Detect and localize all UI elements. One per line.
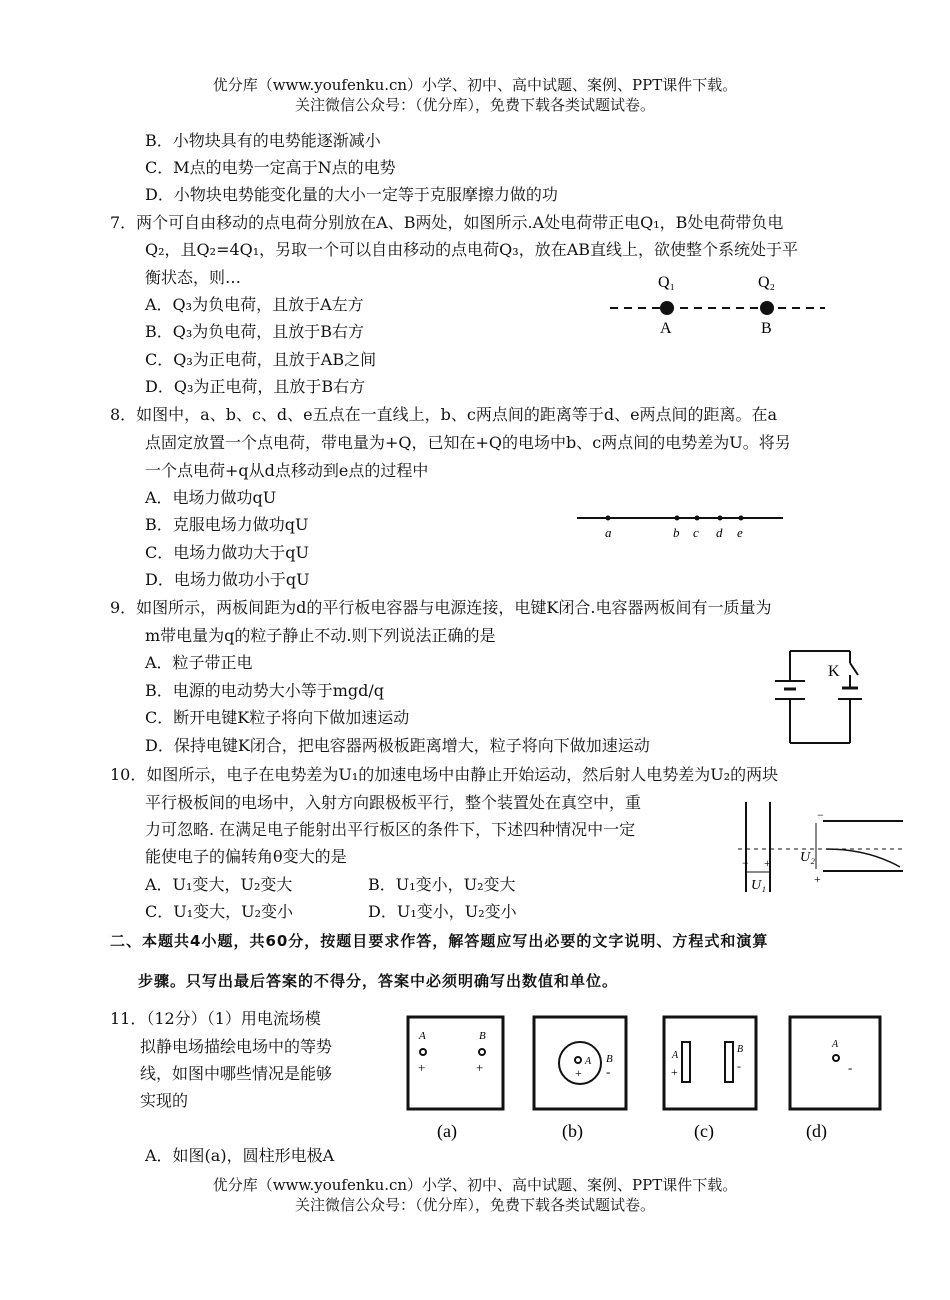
q8-stem-3: 一个点电荷+q从d点移动到e点的过程中 [145,461,429,480]
q7-charge-figure [600,268,830,343]
q9-circuit-figure [770,643,870,748]
svg-text:A: A [672,1050,679,1061]
svg-text:+: + [814,872,821,886]
q8-point-a: a [605,525,612,540]
svg-text:−: − [817,808,824,822]
q9-option-c: C．断开电键K粒子将向下做加速运动 [145,708,410,727]
q10-stem-2: 平行极板间的电场中，入射方向跟极板平行，整个装置处在真空中，重 [145,793,642,812]
header-line-1: 优分库（www.youfenku.cn）小学、初中、高中试题、案例、PPT课件下载。 [212,76,738,94]
svg-text:A: A [832,1039,839,1050]
footer-line-1: 优分库（www.youfenku.cn）小学、初中、高中试题、案例、PPT课件下载。 [212,1176,738,1194]
q7-option-b: B．Q₃为负电荷，且放于B右方 [145,322,365,341]
svg-text:+: + [764,856,771,870]
section-2-line-1: 二、本题共4小题，共60分，按题目要求作答，解答题应写出必要的文字说明、方程式和演算 [110,932,769,950]
q9-option-d: D．保持电键K闭合，把电容器两极板距离增大，粒子将向下做加速运动 [145,736,650,755]
q9-option-a: A．粒子带正电 [145,653,253,672]
q7-stem-2: Q₂，且Q₂=4Q₁，另取一个可以自由移动的点电荷Q₃，放在AB直线上，欲使整个系统处于平 [145,240,799,259]
q11-line-3: 线，如图中哪些情况是能够 [140,1064,333,1083]
q11-line-2: 拟静电场描绘电场中的等势 [140,1037,333,1056]
q10-option-b: B．U₁变小，U₂变大 [368,875,516,894]
q9-label-k: K [828,663,840,680]
q6-option-b: B．小物块具有的电势能逐渐减小 [145,131,381,150]
svg-text:-: - [737,1059,741,1073]
q9-option-b: B．电源的电动势大小等于mgd/q [145,681,385,700]
q8-point-c: c [693,525,699,540]
svg-text:+: + [671,1065,678,1079]
q11-caption-c: (c) [694,1121,714,1141]
q7-option-c: C．Q₃为正电荷，且放于AB之间 [145,350,377,369]
q8-point-b: b [673,525,680,540]
q8-option-a: A．电场力做功qU [145,488,277,507]
q10-label-u2: U₂ [800,850,815,865]
q11-a-plus: + [418,1060,426,1075]
q8-stem-1: 8．如图中，a、b、c、d、e五点在一直线上，b、c两点间的距离等于d、e两点间的距离。在a [110,405,778,424]
q7-label-b: B [761,320,772,337]
q8-option-c: C．电场力做功大于qU [145,543,309,562]
svg-text:B: B [606,1053,613,1065]
q8-points-figure [575,508,790,542]
q11-caption-b: (b) [562,1121,583,1141]
q10-option-d: D．U₁变小，U₂变小 [368,902,517,921]
q10-deflection-figure [738,797,903,895]
q7-stem-3: 衡状态，则… [145,268,242,287]
svg-text:-: - [848,1060,853,1075]
q7-label-q1: Q₁ [658,274,676,291]
q8-point-d: d [716,525,723,540]
svg-text:+: + [575,1066,582,1080]
q9-stem-2: m带电量为q的粒子静止不动.则下列说法正确的是 [145,626,496,645]
footer-line-2: 关注微信公众号：（优分库），免费下载各类试题试卷。 [294,1196,655,1214]
q7-option-a: A．Q₃为负电荷，且放于A左方 [145,295,364,314]
q7-label-q2: Q₂ [758,274,776,291]
q11-a-label-b: B [479,1030,486,1042]
q8-option-d: D．电场力做功小于qU [145,570,310,589]
q8-point-e: e [737,525,743,540]
q7-label-a: A [660,320,672,337]
header-line-2: 关注微信公众号：（优分库），免费下载各类试题试卷。 [294,96,655,114]
section-2-line-2: 步骤。只写出最后答案的不得分，答案中必须明确写出数值和单位。 [138,972,619,990]
q11-caption-a: (a) [437,1121,457,1141]
q11-a-label-a: A [419,1030,426,1042]
q10-option-a: A．U₁变大，U₂变大 [145,875,293,894]
svg-text:B: B [737,1044,744,1055]
q10-stem-4: 能使电子的偏转角θ变大的是 [145,847,347,866]
q11-b-minus: - [606,1064,611,1079]
q9-stem-1: 9．如图所示，两板间距为d的平行板电容器与电源连接，电键K闭合.电容器两板间有一质量为 [110,598,772,617]
svg-text:−: − [742,856,749,870]
q7-charge-b-dot [760,301,774,315]
q10-stem-1: 10．如图所示，电子在电势差为U₁的加速电场中由静止开始运动，然后射人电势差为U₂的两块 [110,765,779,784]
q10-label-u1: U₁ [751,878,766,893]
q11-option-a: A．如图(a)，圆柱形电极A [145,1146,335,1165]
q7-charge-a-dot [660,301,674,315]
q11-electrode-figures [402,1012,892,1144]
q8-option-b: B．克服电场力做功qU [145,515,309,534]
q11-caption-d: (d) [806,1121,827,1141]
q10-stem-3: 力可忽略. 在满足电子能射出平行板区的条件下，下述四种情况中一定 [145,820,636,839]
q8-stem-2: 点固定放置一个点电荷，带电量为+Q，已知在+Q的电场中b、c两点间的电势差为U。将另 [145,433,791,452]
q11-line-1: 11．（12分）（1）用电流场模 [110,1009,321,1028]
svg-text:A: A [585,1056,592,1067]
q7-stem-1: 7．两个可自由移动的点电荷分别放在A、B两处，如图所示.A处电荷带正电Q₁，B处电荷带负电 [110,213,784,232]
q11-line-4: 实现的 [140,1091,189,1110]
q7-option-d: D．Q₃为正电荷，且放于B右方 [145,377,366,396]
q10-option-c: C．U₁变大，U₂变小 [145,902,294,921]
q6-option-d: D．小物块电势能变化量的大小一定等于克服摩擦力做的功 [145,185,558,204]
svg-text:+: + [476,1060,484,1075]
q6-option-c: C．M点的电势一定高于N点的电势 [145,158,396,177]
